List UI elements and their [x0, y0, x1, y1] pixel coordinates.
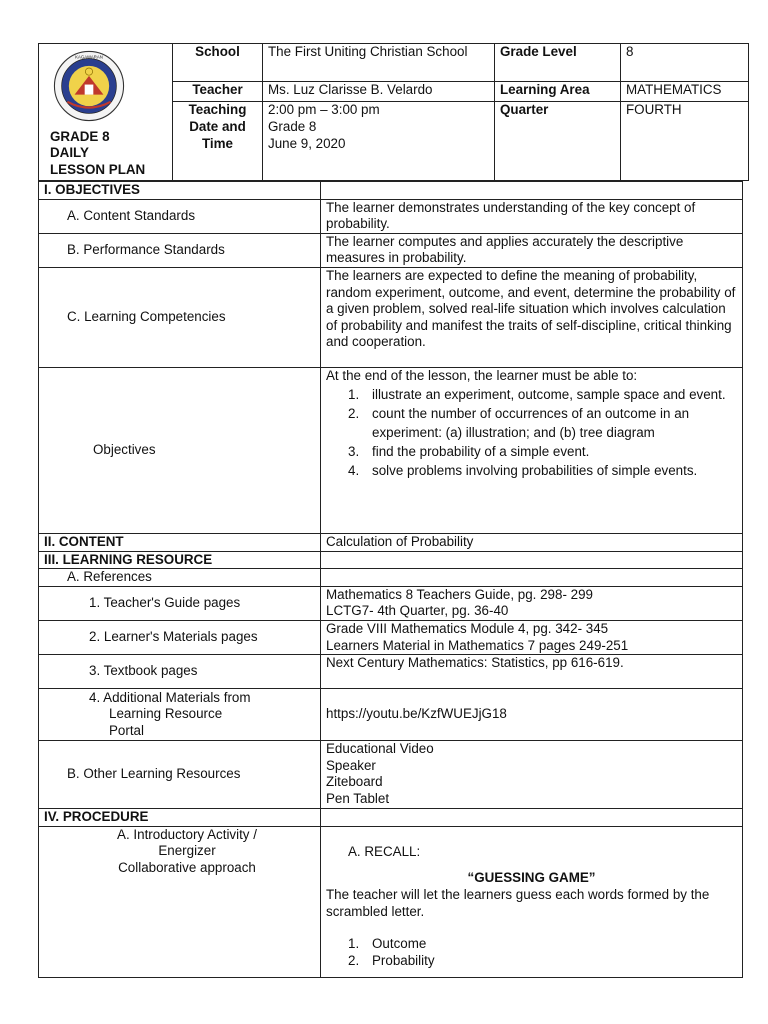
references-label: A. References [39, 569, 321, 587]
resources-heading: III. LEARNING RESOURCE [39, 551, 321, 569]
title-cell [39, 44, 173, 181]
additional-label-line: 4. Additional Materials from [89, 689, 251, 705]
datetime-label: Teaching Date and Time [173, 102, 263, 181]
intro-label-line: A. Introductory Activity / [117, 826, 257, 842]
additional-value[interactable]: https://youtu.be/KzfWUEJjG18 [321, 689, 743, 741]
deped-seal-icon [53, 50, 125, 122]
objective-item: 4. solve problems involving probabilities of simple events. [348, 462, 698, 478]
textbook-label: 3. Textbook pages [39, 655, 321, 689]
teacher-label: Teacher [173, 81, 263, 102]
header-table [38, 43, 749, 181]
word-item: 1. Outcome [348, 936, 427, 952]
time-line: 2:00 pm – 3:00 pm [268, 102, 380, 118]
teachers-guide-value [321, 586, 743, 620]
intro-label-line: Collaborative approach [118, 859, 256, 875]
lesson-plan-table [38, 181, 743, 978]
content-value: Calculation of Probability [321, 533, 743, 551]
quarter-label: Quarter [495, 102, 621, 181]
teachers-guide-line: LCTG7- 4th Quarter, pg. 36-40 [326, 603, 509, 619]
learners-materials-value [321, 620, 743, 654]
learners-materials-label: 2. Learner's Materials pages [39, 620, 321, 654]
title-line-2: DAILY [50, 145, 89, 161]
teachers-guide-line: Mathematics 8 Teachers Guide, pg. 298- 299 [326, 586, 593, 602]
other-resource-item: Ziteboard [326, 774, 383, 790]
other-resource-item: Pen Tablet [326, 790, 390, 806]
other-resources-label: B. Other Learning Resources [39, 741, 321, 809]
grade-line: Grade 8 [268, 118, 317, 134]
content-heading: II. CONTENT [39, 533, 321, 551]
objectives-list [326, 385, 737, 480]
other-resource-item: Educational Video [326, 741, 434, 757]
recall-label: A. RECALL: [348, 843, 421, 859]
objectives-heading: I. OBJECTIVES [39, 182, 321, 200]
additional-label-line: Portal [109, 722, 144, 738]
svg-text:KAGAWARAN: KAGAWARAN [75, 54, 103, 60]
teachers-guide-label: 1. Teacher's Guide pages [39, 586, 321, 620]
additional-label [39, 689, 321, 741]
competencies-value: The learners are expected to define the meaning of probability, random experiment, outcome, and event, determine the probability of a given problem, solved real-life situation which involves calculation of probability and manifest the traits of self-discipline, critical thinking and cooperation. [321, 267, 743, 367]
objectives-heading-blank [321, 182, 743, 200]
objective-item: 1. illustrate an experiment, outcome, sample space and event. [348, 386, 726, 402]
textbook-value: Next Century Mathematics: Statistics, pp 616-619. [321, 655, 743, 689]
objective-item: 2. count the number of occurrences of an outcome in an experiment: (a) illustration; and (b) tree diagram [348, 405, 690, 440]
performance-standards-value: The learner computes and applies accurately the descriptive measures in probability. [321, 233, 743, 267]
procedure-heading: IV. PROCEDURE [39, 809, 321, 827]
other-resource-item: Speaker [326, 757, 376, 773]
competencies-label: C. Learning Competencies [39, 267, 321, 367]
title-line-1: GRADE 8 [50, 128, 110, 144]
school-value: The First Uniting Christian School [263, 44, 495, 82]
quarter-value: FOURTH [621, 102, 749, 181]
objective-item: 3. find the probability of a simple event. [348, 443, 590, 459]
grade-value: 8 [621, 44, 749, 82]
objectives-label: Objectives [39, 367, 321, 533]
intro-label-line: Energizer [158, 843, 216, 859]
school-label: School [173, 44, 263, 82]
references-blank [321, 569, 743, 587]
words-list [326, 936, 737, 969]
teacher-value: Ms. Luz Clarisse B. Velardo [263, 81, 495, 102]
game-title: “GUESSING GAME” [467, 870, 596, 886]
game-description: The teacher will let the learners guess each words formed by the scrambled letter. [326, 886, 710, 919]
objectives-intro: At the end of the lesson, the learner must be able to: [326, 367, 638, 383]
date-line: June 9, 2020 [268, 135, 346, 151]
area-value: MATHEMATICS [621, 81, 749, 102]
learners-materials-line: Grade VIII Mathematics Module 4, pg. 342- 345 [326, 620, 609, 636]
other-resources-value [321, 741, 743, 809]
intro-activity-value [321, 826, 743, 977]
objectives-value [321, 367, 743, 533]
procedure-heading-blank [321, 809, 743, 827]
datetime-value [263, 102, 495, 181]
content-standards-label: A. Content Standards [39, 199, 321, 233]
performance-standards-label: B. Performance Standards [39, 233, 321, 267]
resources-heading-blank [321, 551, 743, 569]
content-standards-value: The learner demonstrates understanding of the key concept of probability. [321, 199, 743, 233]
additional-label-line: Learning Resource [109, 706, 223, 722]
learners-materials-line: Learners Material in Mathematics 7 pages 249-251 [326, 637, 629, 653]
area-label: Learning Area [495, 81, 621, 102]
title-line-3: LESSON PLAN [50, 161, 146, 177]
word-item: 2. Probability [348, 952, 435, 968]
grade-label: Grade Level [495, 44, 621, 82]
intro-activity-label [39, 826, 321, 977]
